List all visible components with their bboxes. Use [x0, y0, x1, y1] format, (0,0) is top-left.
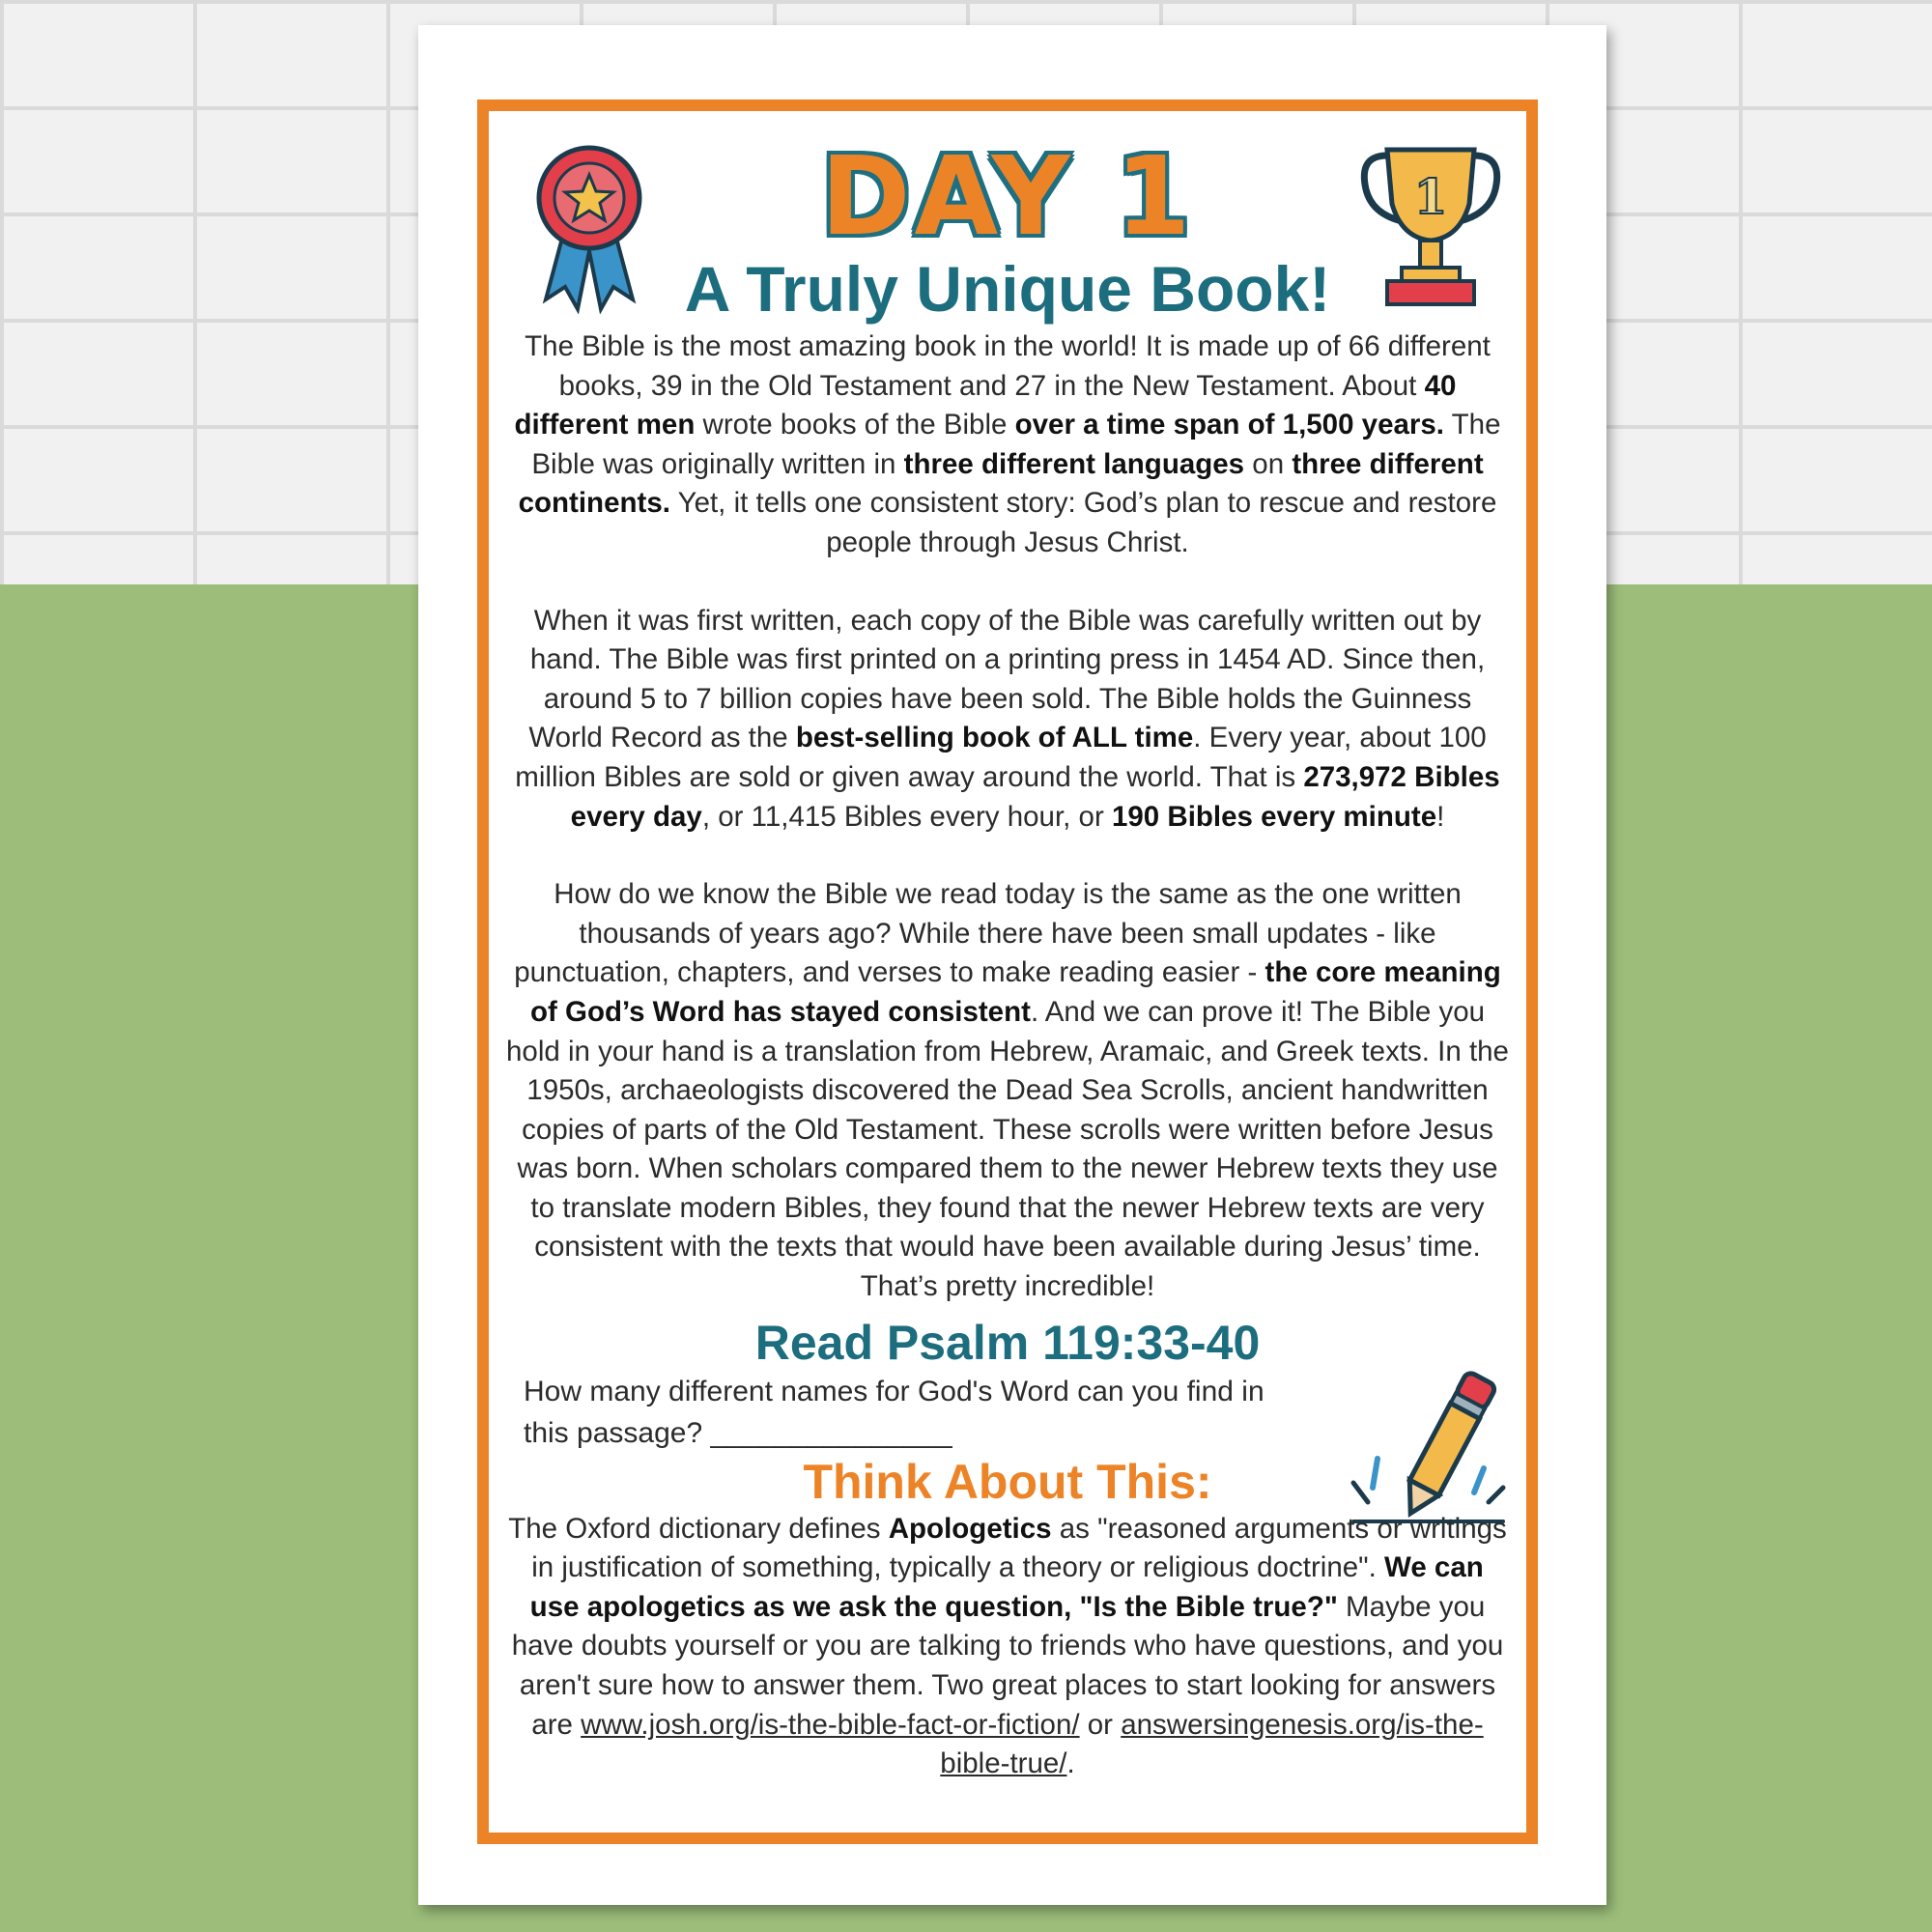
worksheet-content [502, 111, 1513, 1833]
paragraph-bible-sales: When it was first written, each copy of the Bible was carefully written out by hand. The Bible was first printed on a printing press in 1454 AD. Since then, around 5 to 7 billion copies have been sold. The Bible holds the Guinness World Record as the best-selling book of ALL time. Every year, about 100 million Bibles are sold or given away around the world. That is 273,972 Bibles every day, or 11,415 Bibles every hour, or 190 Bibles every minute! [515, 604, 1500, 833]
orange-border-frame [477, 99, 1538, 1844]
paragraph-bible-consistency: How do we know the Bible we read today is the same as the one written thousands of years ago? While there have been small updates - like punctuation, chapters, and verses to make reading easier - the core meaning of God’s Word has stayed consistent. And we can prove it! The Bible you hold in your hand is a translation from Hebrew, Aramaic, and Greek texts. In the 1950s, archaeologists discovered the Dead Sea Scrolls, ancient handwritten copies of parts of the Old Testament. These scrolls were written before Jesus was born. When scholars compared them to the newer Hebrew texts they use to translate modern Bibles, they found that the newer Hebrew texts are very consistent with the texts that would have been available during Jesus’ time. That’s pretty incredible! [506, 878, 1509, 1303]
paragraph-bible-overview: The Bible is the most amazing book in the world! It is made up of 66 different books, 39 in the Old Testament and 27 in the New Testament. About 40 different men wrote books of the Bible over a time span of 1,500 years. The Bible was originally written in three different languages on three different continents. Yet, it tells one consistent story: God’s plan to rescue and restore people through Jesus Christ. [514, 330, 1501, 558]
read-psalm-heading: Read Psalm 119:33-40 [754, 1315, 1261, 1370]
paragraph-apologetics: The Oxford dictionary defines Apologetics as "reasoned arguments or writings in justification of something, typically a theory or religious doctrine". We can use apologetics as we ask the question, "Is the Bible true?" Maybe you have doubts yourself or you are talking to friends who have questions, and you aren't sure how to answer them. Two great places to start looking for answers are www.josh.org/is-the-bible-fact-or-fiction/ or answersingenesis.org/is-the-bible-true/. [508, 1512, 1507, 1780]
worksheet-page [418, 25, 1606, 1905]
svg-text:1: 1 [1413, 168, 1448, 225]
psalm-question: How many different names for God's Word can you find in this passage? _______________ [524, 1375, 1264, 1449]
day-title: DAY 1 [820, 134, 1195, 260]
page-title: A Truly Unique Book! [684, 253, 1331, 325]
answers-in-genesis-link[interactable]: answersingenesis.org/is-the-bible-true/ [940, 1708, 1484, 1780]
josh-org-link[interactable]: www.josh.org/is-the-bible-fact-or-fiction/ [581, 1708, 1080, 1741]
think-about-heading: Think About This: [803, 1454, 1212, 1509]
